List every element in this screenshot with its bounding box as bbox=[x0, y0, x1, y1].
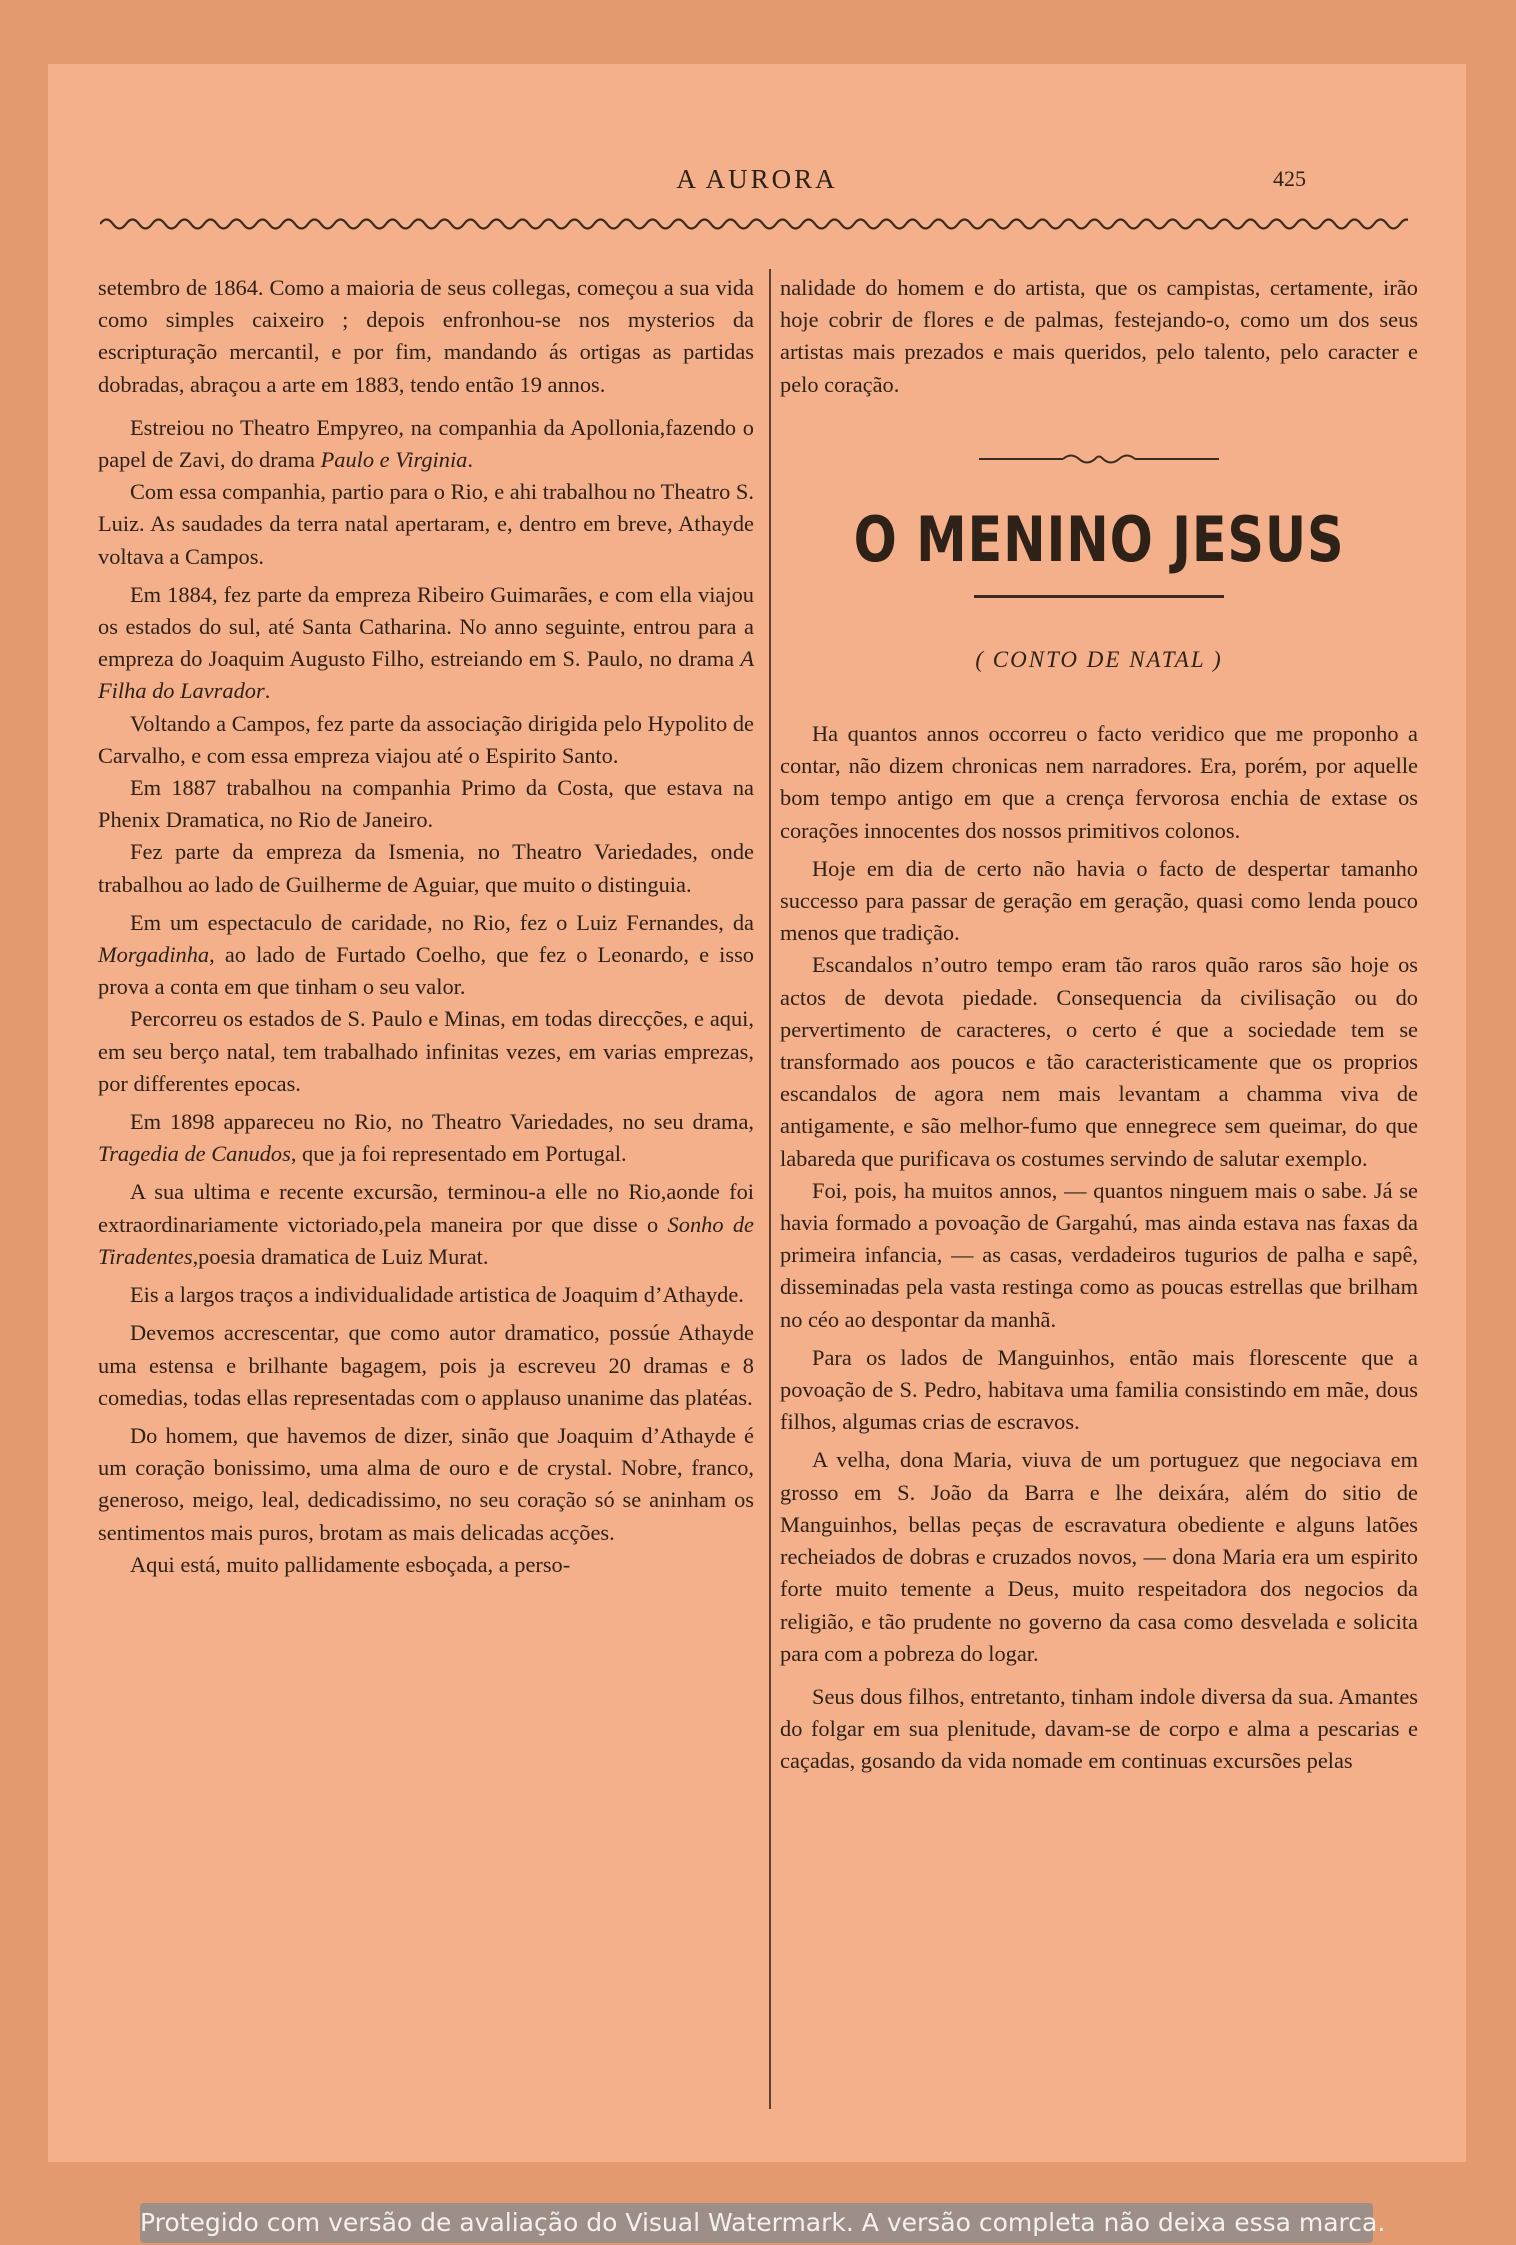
left-paragraph: Fez parte da empreza da Ismenia, no Theatro Variedades, onde trabalhou ao lado de Guilherme de Aguiar, que muito o distinguia. bbox=[98, 839, 754, 897]
left-paragraph: Estreiou no Theatro Empyreo, na companhia da Apollonia,fazendo o papel de Zavi, do drama Paulo e Virginia. bbox=[98, 414, 754, 473]
left-paragraph: Percorreu os estados de S. Paulo e Minas, em todas direcções, e aqui, em seu berço natal, tem trabalhado infinitas vezes, em varias emprezas, por differentes epocas. bbox=[98, 1006, 754, 1096]
story-paragraph: Seus dous filhos, entretanto, tinham indole diversa da sua. Amantes do folgar em sua plenitude, davam-se de corpo e alma a pescarias e caçadas, gosando da vida nomade em continuas excursões pelas bbox=[780, 1683, 1418, 1774]
story-paragraph: Escandalos n’outro tempo eram tão raros quão raros são hoje os actos de devota piedade. Consequencia da civilisação ou do pervertimento de caracteres, o certo é que a sociedade tem se transformado aos poucos e tão caracteristicamente que os proprios escandalos de agora nem mais levantam a chamma viva de antigamente, e são melhor-fumo que ennegrece sem queimar, do que labareda que purificava os costumes servindo de salutar exemplo. bbox=[780, 952, 1418, 1171]
story-subtitle: ( CONTO DE NATAL ) bbox=[975, 646, 1223, 672]
page-header bbox=[48, 164, 1466, 204]
title-underline bbox=[974, 595, 1224, 598]
left-paragraph: Devemos accrescentar, que como autor dramatico, possúe Athayde uma estensa e brilhante bagagem, pois ja escreveu 20 dramas e 8 comedias, todas ellas representadas com o applauso unanime das platéas. bbox=[98, 1320, 754, 1410]
page-number: 425 bbox=[1273, 166, 1306, 191]
header-ornament bbox=[100, 214, 1408, 234]
right-column bbox=[780, 272, 1418, 1778]
column-rule bbox=[769, 269, 771, 2109]
left-paragraph: Com essa companhia, partio para o Rio, e ahi trabalhou no Theatro S. Luiz. As saudades da terra natal apertaram, e, dentro em breve, Athayde voltava a Campos. bbox=[98, 479, 754, 569]
left-paragraph: Do homem, que havemos de dizer, sinão que Joaquim d’Athayde é um coração bonissimo, uma alma de ouro e de crystal. Nobre, franco, generoso, meigo, leal, dedicadissimo, no seu coração só se aninham os sentimentos mais puros, brotam as mais delicadas acções. bbox=[98, 1422, 754, 1545]
left-paragraph: Em um espectaculo de caridade, no Rio, fez o Luiz Fernandes, da Morgadinha, ao lado de Furtado Coelho, que fez o Leonardo, e isso prova a conta em que tinham o seu valor. bbox=[98, 909, 754, 1000]
left-paragraph: setembro de 1864. Como a maioria de seus collegas, começou a sua vida como simples caixeiro ; depois enfronhou-se nos mysterios da escripturação mercantil, e por fim, mandando ás ortigas as partidas dobradas, abraçou a arte em 1883, tendo então 19 annos. bbox=[98, 275, 754, 397]
left-paragraph: Em 1898 appareceu no Rio, no Theatro Variedades, no seu drama, Tragedia de Canudos, que ja foi representado em Portugal. bbox=[98, 1109, 754, 1167]
watermark-notice-bar: Protegido com versão de avaliação do Visual Watermark. A versão completa não deixa essa marca. bbox=[140, 2203, 1373, 2243]
left-paragraph: A sua ultima e recente excursão, terminou-a elle no Rio,aonde foi extraordinariamente victoriado,pela maneira por que disse o Sonho de Tiradentes,poesia dramatica de Luiz Murat. bbox=[98, 1179, 754, 1269]
left-paragraph: Eis a largos traços a individualidade artistica de Joaquim d’Athayde. bbox=[130, 1282, 744, 1308]
journal-title: A AURORA bbox=[676, 164, 838, 194]
section-divider-ornament bbox=[979, 451, 1219, 467]
story-paragraph: Foi, pois, ha muitos annos, — quantos ninguem mais o sabe. Já se havia formado a povoação de Gargahú, mas ainda estava nas faxas da primeira infancia, — as casas, verdadeiros tugurios de palha e sapê, disseminadas pela vasta restinga como as poucas estrellas que brilham no céo ao despontar da manhã. bbox=[780, 1177, 1418, 1332]
left-paragraph: Voltando a Campos, fez parte da associação dirigida pelo Hypolito de Carvalho, e com essa empreza viajou até o Espirito Santo. bbox=[98, 710, 754, 768]
right-continuation: nalidade do homem e do artista, que os campistas, certamente, irão hoje cobrir de flores e de palmas, festejando-o, como um dos seus artistas mais prezados e mais queridos, pelo talento, pelo caracter e pelo coração. bbox=[780, 275, 1418, 397]
magazine-page bbox=[48, 64, 1466, 2162]
story-paragraph: Ha quantos annos occorreu o facto veridico que me proponho a contar, não dizem chronicas nem narradores. Era, porém, por aquelle bom tempo antigo em que a crença fervorosa enchia de extase os corações innocentes dos nossos primitivos colonos. bbox=[780, 721, 1418, 843]
left-paragraph: Aqui está, muito pallidamente esboçada, a perso- bbox=[130, 1551, 571, 1577]
left-column bbox=[98, 272, 754, 1581]
left-paragraph: Em 1887 trabalhou na companhia Primo da Costa, que estava na Phenix Dramatica, no Rio de Janeiro. bbox=[98, 775, 754, 833]
story-paragraph: A velha, dona Maria, viuva de um portuguez que negociava em grosso em S. João da Barra e lhe deixára, além do sitio de Manguinhos, bellas peças de escravatura obediente e alguns latões recheiados de dobras e cruzados novos, — dona Maria era um espirito forte muito temente a Deus, muito respeitadora dos negocios da religião, e tão prudente no governo da casa como desvelada e solicita para com a pobreza do logar. bbox=[780, 1447, 1418, 1666]
story-paragraph: Hoje em dia de certo não havia o facto de despertar tamanho successo para passar de geração em geração, quasi como lenda pouco menos que tradição. bbox=[780, 855, 1418, 946]
story-paragraph: Para os lados de Manguinhos, então mais florescente que a povoação de S. Pedro, habitava uma familia consistindo em mãe, dous filhos, algumas crias de escravos. bbox=[780, 1344, 1418, 1435]
story-title: O MENINO JESUS bbox=[853, 502, 1345, 576]
left-paragraph: Em 1884, fez parte da empreza Ribeiro Guimarães, e com ella viajou os estados do sul, até Santa Catharina. No anno seguinte, entrou para a empreza do Joaquim Augusto Filho, estreiando em S. Paulo, no drama A Filha do Lavrador. bbox=[98, 581, 754, 704]
